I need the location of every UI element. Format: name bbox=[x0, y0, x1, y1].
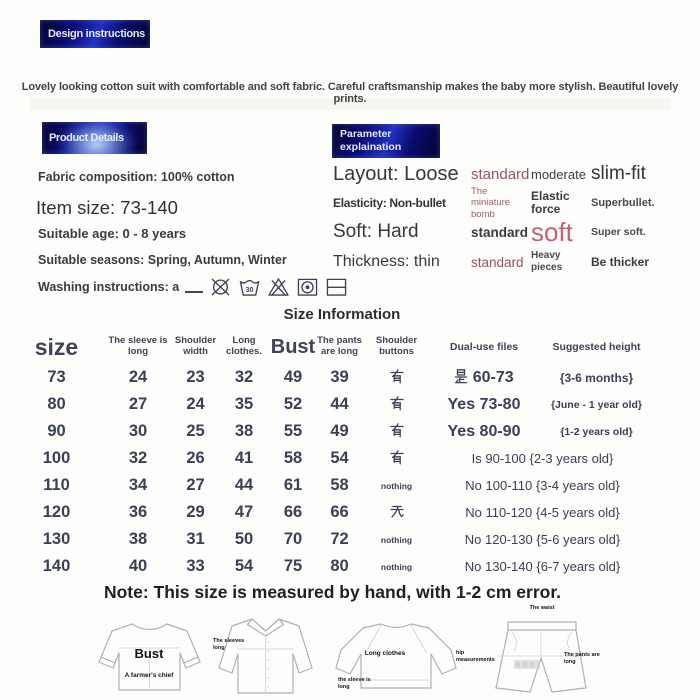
param-thickness-thicker: Be thicker bbox=[591, 255, 650, 269]
cell-height: {June - 1 year old} bbox=[550, 398, 643, 411]
do-not-dry-clean-icon bbox=[209, 277, 232, 297]
parameter-explanation-banner bbox=[332, 124, 440, 158]
cell-buttons bbox=[363, 391, 430, 418]
machine-wash-30-icon bbox=[238, 277, 261, 297]
suitable-age: Suitable age: 0 - 8 years bbox=[38, 226, 187, 241]
product-details-banner bbox=[42, 122, 147, 154]
do-not-bleach-icon bbox=[267, 277, 290, 297]
parameter-explanation-label: Parameter explaination bbox=[340, 127, 402, 153]
cell-buttons bbox=[363, 418, 430, 445]
size-table-header bbox=[10, 330, 655, 364]
cell-shoulder: 29 bbox=[186, 503, 205, 521]
cell-size: 73 bbox=[47, 368, 66, 386]
param-thickness-standard: standard bbox=[471, 254, 524, 270]
cell-dual: 60-73 bbox=[430, 364, 538, 391]
cell-size: 110 bbox=[43, 476, 70, 494]
cell-length: 44 bbox=[234, 476, 254, 494]
header-bust: Bust bbox=[270, 335, 316, 358]
item-size: Item size: 73-140 bbox=[36, 197, 178, 218]
cell-length: 41 bbox=[234, 449, 254, 467]
size-table bbox=[10, 330, 655, 580]
cell-dual: No 120-130 {5-6 years old} bbox=[464, 532, 621, 547]
cell-buttons bbox=[363, 499, 430, 526]
cell-size: 130 bbox=[42, 530, 71, 548]
cell-sleeve: 30 bbox=[128, 422, 148, 440]
cell-shoulder: 31 bbox=[186, 530, 205, 548]
washing-instructions bbox=[38, 277, 348, 297]
param-thickness-label: Thickness: thin bbox=[333, 253, 440, 270]
svg-text:30: 30 bbox=[245, 285, 254, 294]
cell-sleeve: 34 bbox=[128, 476, 148, 494]
tee-bust-label: Bust bbox=[134, 646, 164, 661]
underline-mark bbox=[185, 291, 203, 293]
cell-length: 54 bbox=[234, 557, 254, 575]
cell-length: 47 bbox=[234, 503, 254, 521]
cell-buttons bbox=[363, 364, 430, 391]
cell-pants: 72 bbox=[330, 530, 349, 548]
cell-shoulder: 27 bbox=[186, 476, 205, 494]
size-information-title: Size Information bbox=[283, 306, 401, 323]
cell-length: 32 bbox=[234, 368, 254, 386]
cell-shoulder: 33 bbox=[186, 557, 205, 575]
param-elasticity-miniature: The miniature bomb bbox=[471, 185, 511, 220]
cell-sleeve: 24 bbox=[128, 368, 148, 386]
param-layout-moderate: moderate bbox=[531, 166, 586, 182]
cell-dual: Is 90-100 {2-3 years old} bbox=[471, 451, 614, 466]
param-layout-standard: standard bbox=[471, 165, 530, 183]
jacket-long-clothes-label: Long clothes bbox=[364, 650, 406, 657]
cell-bust: 55 bbox=[283, 422, 303, 440]
cell-shoulder: 25 bbox=[186, 422, 205, 440]
cell-dual: Yes 80-90 bbox=[447, 422, 521, 440]
cell-length: 38 bbox=[234, 422, 254, 440]
param-soft-supersoft: Super soft. bbox=[591, 226, 646, 238]
cell-sleeve: 27 bbox=[128, 395, 148, 413]
cell-pants: 49 bbox=[330, 422, 349, 440]
cell-bust: 75 bbox=[283, 557, 303, 575]
cell-dual: Yes 73-80 bbox=[447, 395, 521, 413]
size-row-90 bbox=[10, 418, 655, 445]
cell-bust: 61 bbox=[283, 476, 303, 494]
header-height: Suggested height bbox=[552, 341, 641, 353]
tumble-dry-icon bbox=[296, 277, 319, 297]
cell-shoulder: 26 bbox=[186, 449, 205, 467]
cell-pants: 58 bbox=[330, 476, 349, 494]
jacket-sleeve-label: the sleeve is long bbox=[338, 677, 371, 690]
param-elasticity-label: Elasticity: Non-bullet bbox=[333, 196, 446, 210]
param-elasticity-superbullet: Superbullet. bbox=[591, 197, 655, 209]
washing-label: Washing instructions: a bbox=[38, 280, 180, 294]
header-size: size bbox=[34, 333, 79, 360]
shirt-diagram bbox=[208, 616, 323, 696]
cell-height: {1-2 years old} bbox=[560, 425, 633, 438]
param-layout-label: Layout: Loose bbox=[333, 162, 459, 185]
param-elasticity-elastic: Elastic force bbox=[531, 188, 570, 216]
header-buttons: Shoulder buttons bbox=[375, 335, 418, 357]
pants-waist-label: The waist bbox=[529, 605, 555, 611]
cell-size: 90 bbox=[47, 422, 66, 440]
cell-buttons: nothing bbox=[380, 480, 413, 491]
cell-pants: 39 bbox=[330, 368, 349, 386]
cell-pants: 66 bbox=[330, 503, 349, 521]
size-row-130 bbox=[10, 526, 655, 553]
pants-length-label: The pants are long bbox=[564, 652, 600, 665]
param-soft-soft: soft bbox=[531, 216, 573, 247]
dry-flat-icon bbox=[325, 277, 348, 297]
param-thickness-heavy: Heavy pieces bbox=[531, 250, 563, 273]
cell-bust: 52 bbox=[283, 395, 303, 413]
product-details-label: Product Details bbox=[49, 132, 124, 144]
cell-pants: 54 bbox=[330, 449, 349, 467]
size-row-120 bbox=[10, 499, 655, 526]
design-description: Lovely looking cotton suit with comfortable and soft fabric. Careful craftsmanship makes the baby more stylish. Beautiful lovely prints. bbox=[21, 81, 679, 105]
cell-length: 35 bbox=[234, 395, 254, 413]
cell-buttons: nothing bbox=[380, 561, 413, 572]
cell-bust: 49 bbox=[283, 368, 303, 386]
pants-hip-label: hip measurements bbox=[456, 650, 495, 663]
design-instructions-label: Design instructions bbox=[48, 28, 145, 40]
cell-sleeve: 32 bbox=[128, 449, 148, 467]
cell-bust: 70 bbox=[283, 530, 303, 548]
cell-buttons bbox=[363, 445, 430, 472]
parameter-grid bbox=[333, 159, 697, 277]
cell-sleeve: 36 bbox=[128, 503, 148, 521]
cell-shoulder: 24 bbox=[186, 395, 205, 413]
cell-dual: No 110-120 {4-5 years old} bbox=[465, 505, 620, 520]
cell-bust: 66 bbox=[283, 503, 303, 521]
size-row-140 bbox=[10, 553, 655, 580]
cell-bust: 58 bbox=[283, 449, 303, 467]
header-dual: Dual-use files bbox=[449, 341, 519, 353]
tee-chief-label: A farmer's chief bbox=[124, 672, 174, 679]
cell-dual: No 100-110 {3-4 years old} bbox=[465, 478, 620, 493]
cell-size: 120 bbox=[42, 503, 71, 521]
header-pants: The pants are long bbox=[317, 335, 362, 357]
cell-pants: 80 bbox=[330, 557, 349, 575]
size-row-100 bbox=[10, 445, 655, 472]
fabric-composition: Fabric composition: 100% cotton bbox=[38, 170, 235, 184]
param-soft-label: Soft: Hard bbox=[333, 221, 419, 242]
suitable-seasons: Suitable seasons: Spring, Autumn, Winter bbox=[38, 253, 287, 267]
cell-size: 80 bbox=[47, 395, 66, 413]
cell-pants: 44 bbox=[330, 395, 349, 413]
cell-height: {3-6 months} bbox=[559, 370, 634, 385]
cell-shoulder: 23 bbox=[186, 368, 205, 386]
cell-length: 50 bbox=[234, 530, 254, 548]
param-soft-standard: standard bbox=[471, 224, 529, 240]
cell-sleeve: 38 bbox=[128, 530, 148, 548]
header-shoulder: Shoulder width bbox=[174, 335, 217, 357]
size-row-73 bbox=[10, 364, 655, 391]
shirt-sleeve-label: The sleeves long bbox=[213, 638, 245, 651]
size-row-110 bbox=[10, 472, 655, 499]
cell-size: 100 bbox=[42, 449, 71, 467]
design-instructions-banner bbox=[40, 20, 150, 48]
cell-size: 140 bbox=[42, 557, 71, 575]
size-row-80 bbox=[10, 391, 655, 418]
cell-dual: No 130-140 {6-7 years old} bbox=[464, 559, 621, 574]
cell-buttons: nothing bbox=[380, 534, 413, 545]
measurement-note: Note: This size is measured by hand, with 1-2 cm error. bbox=[103, 582, 562, 602]
cell-sleeve: 40 bbox=[128, 557, 148, 575]
header-length: Long clothes. bbox=[226, 335, 262, 357]
param-layout-slimfit: slim-fit bbox=[591, 163, 646, 184]
header-sleeve: The sleeve is long bbox=[108, 335, 168, 357]
